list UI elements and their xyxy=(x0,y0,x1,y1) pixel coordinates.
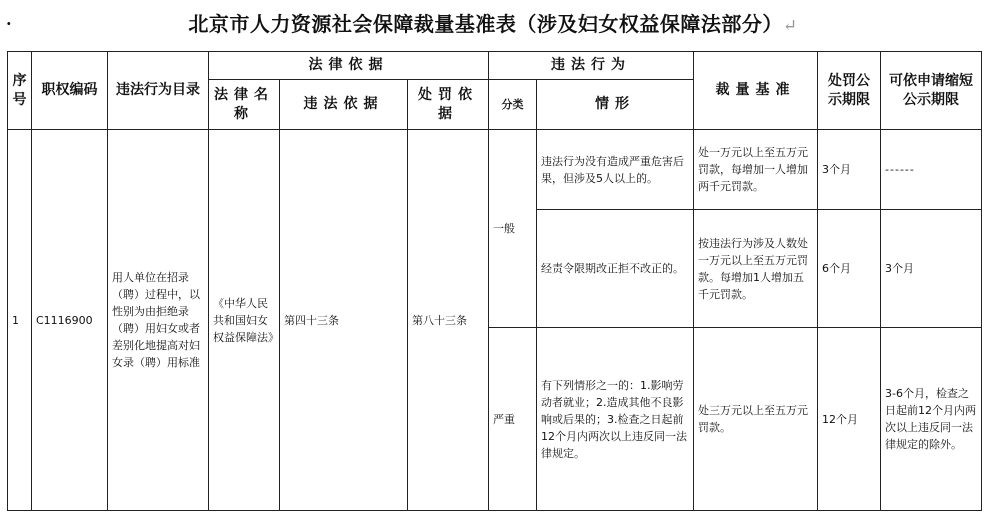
row-law-name: 《中华人民共和国妇女权益保障法》 xyxy=(209,130,280,511)
row-penalty-basis: 第八十三条 xyxy=(408,130,489,511)
publicity-general-2: 6个月 xyxy=(818,210,881,328)
header-publicity: 处罚公示期限 xyxy=(818,52,881,130)
standard-general-2: 按违法行为涉及人数处一万元以上至五万元罚款。每增加1人增加五千元罚款。 xyxy=(694,210,818,328)
row-code: C1116900 xyxy=(32,130,108,511)
row-act: 用人单位在招录（聘）过程中，以性别为由拒绝录（聘）用妇女或者差别化地提高对妇女录（聘）用标准 xyxy=(108,130,209,511)
header-standard: 裁量基准 xyxy=(694,52,818,130)
row-seq: 1 xyxy=(8,130,32,511)
shorten-serious: 3-6个月，检查之日起前12个月内两次以上违反同一法律规定的除外。 xyxy=(881,328,982,511)
shorten-general-1: ------ xyxy=(881,130,982,210)
header-law-name: 法律名称 xyxy=(209,80,280,130)
row-violation-basis: 第四十三条 xyxy=(280,130,408,511)
category-general: 一般 xyxy=(489,130,537,328)
situation-general-2: 经责令限期改正拒不改正的。 xyxy=(537,210,694,328)
shorten-general-2: 3个月 xyxy=(881,210,982,328)
penalty-standard-table xyxy=(7,51,982,511)
situation-serious: 有下列情形之一的：1.影响劳动者就业；2.造成其他不良影响或后果的；3.检查之日起前12个月内两次以上违反同一法律规定。 xyxy=(537,328,694,511)
header-violation-basis: 违法依据 xyxy=(280,80,408,130)
header-category: 分类 xyxy=(489,80,537,130)
header-violation: 违法行为 xyxy=(489,52,694,80)
category-serious: 严重 xyxy=(489,328,537,511)
publicity-general-1: 3个月 xyxy=(818,130,881,210)
header-penalty-basis: 处罚依据 xyxy=(408,80,489,130)
bullet-mark: · xyxy=(6,14,12,33)
header-situation: 情形 xyxy=(537,80,694,130)
header-seq: 序号 xyxy=(8,52,32,130)
header-shorten: 可依申请缩短公示期限 xyxy=(881,52,982,130)
standard-serious: 处三万元以上至五万元罚款。 xyxy=(694,328,818,511)
publicity-serious: 12个月 xyxy=(818,328,881,511)
header-code: 职权编码 xyxy=(32,52,108,130)
situation-general-1: 违法行为没有造成严重危害后果，但涉及5人以上的。 xyxy=(537,130,694,210)
title-text: 北京市人力资源社会保障裁量基准表（涉及妇女权益保障法部分） xyxy=(188,12,783,36)
header-act: 违法行为目录 xyxy=(108,52,209,130)
document-title xyxy=(0,8,986,37)
header-legal-basis: 法律依据 xyxy=(209,52,489,80)
paragraph-mark: ↵ xyxy=(782,16,798,36)
standard-general-1: 处一万元以上至五万元罚款，每增加一人增加两千元罚款。 xyxy=(694,130,818,210)
